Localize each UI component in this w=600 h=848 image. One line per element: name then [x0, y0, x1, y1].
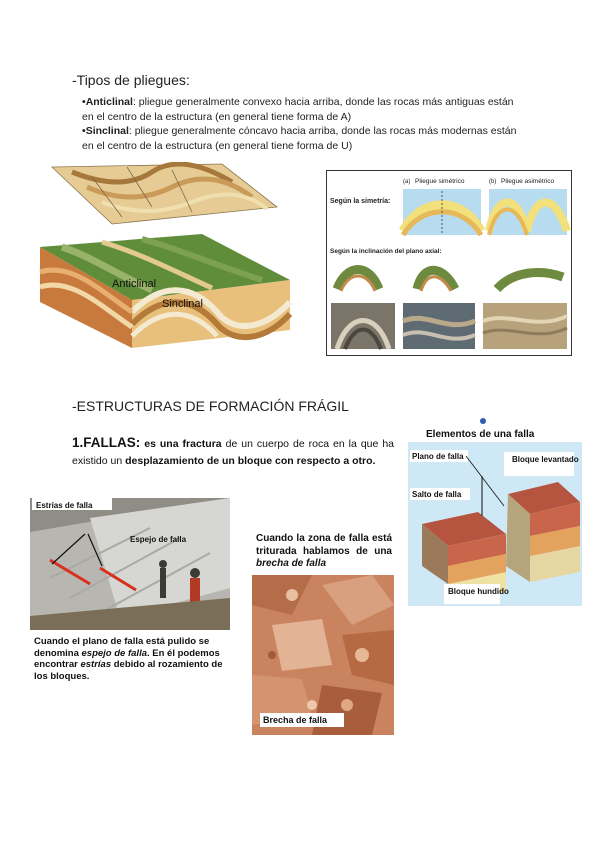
label-estrias-de-falla: Estrías de falla — [36, 501, 93, 510]
fault-mirror-photo — [30, 498, 230, 630]
label-pliegue-asimetrico: Pliegue asimétrico — [501, 178, 555, 185]
label-segun-simetria: Según la simetría: — [330, 198, 391, 205]
label-anticlinal: Anticlinal — [112, 278, 157, 290]
brecha-note-term: brecha de falla — [256, 558, 327, 569]
label-bloque-hundido: Bloque hundido — [448, 587, 509, 596]
definition-sinclinal: •Sinclinal: pliegue generalmente cóncavo hacia arriba, donde las rocas más modernas están en el centro de la estructura (en general tiene forma de U) — [82, 125, 517, 152]
caption-part-c: debido al rozamiento de los bloques. — [34, 659, 223, 682]
brecha-note-text: Cuando la zona de falla está triturada hablamos de una — [256, 533, 392, 557]
term-sinclinal: Sinclinal — [85, 125, 129, 137]
breccia-photo — [252, 575, 394, 735]
caption-estrias: estrías — [80, 659, 112, 670]
label-bloque-levantado: Bloque levantado — [512, 455, 579, 464]
fold-block-diagram — [32, 162, 294, 350]
definition-anticlinal: •Anticlinal: pliegue generalmente convexo hacia arriba, donde las rocas más antiguas están en el centro de la estructura (en general tiene forma de A) — [82, 96, 514, 123]
fold-classification-figure — [326, 170, 572, 356]
label-espejo-de-falla: Espejo de falla — [130, 535, 187, 544]
caption-espejo: espejo de falla — [81, 647, 147, 659]
section-title-fragil: -ESTRUCTURAS DE FORMACIÓN FRÁGIL — [72, 398, 349, 414]
brecha-note — [256, 533, 392, 571]
caption-part-b: . En él podemos encontrar — [34, 647, 220, 670]
text-anticlinal: : pliegue generalmente convexo hacia arriba, donde las rocas más antiguas están en el centro de la estructura (en general tiene forma de A) — [82, 96, 514, 123]
label-pliegue-simetrico: Pliegue simétrico — [415, 178, 465, 185]
label-plano-de-falla: Plano de falla — [412, 452, 464, 461]
section-title-pliegues: -Tipos de pliegues: — [72, 72, 190, 88]
fault-dot-icon — [480, 418, 486, 424]
fallas-intro: es una — [140, 438, 183, 450]
label-brecha-de-falla: Brecha de falla — [263, 715, 328, 725]
term-anticlinal: Anticlinal — [85, 96, 133, 108]
fallas-fractura: fractura — [182, 438, 222, 450]
label-a: (a) — [403, 179, 411, 185]
fallas-mid: de un cuerpo de roca en la que ha existido un — [72, 438, 394, 467]
text-sinclinal: : pliegue generalmente cóncavo hacia arriba, donde las rocas más modernas están en el centro de la estructura (en general tiene forma de U) — [82, 125, 517, 152]
label-sinclinal: Sinclinal — [162, 298, 203, 310]
label-b: (b) — [489, 179, 497, 185]
fallas-number: 1.FALLAS: — [72, 435, 141, 450]
label-salto-de-falla: Salto de falla — [412, 490, 462, 499]
elementos-title: Elementos de una falla — [426, 429, 535, 440]
label-segun-inclinacion: Según la inclinación del plano axial: — [330, 248, 442, 255]
fallas-desplazamiento: desplazamiento de un bloque con respecto a otro. — [125, 455, 376, 467]
fault-elements-diagram — [408, 442, 582, 606]
pliegues-definitions — [82, 95, 522, 153]
espejo-caption — [34, 636, 232, 682]
fallas-definition — [72, 434, 394, 470]
caption-part-a: Cuando el plano de falla está pulido se denomina — [34, 636, 210, 659]
